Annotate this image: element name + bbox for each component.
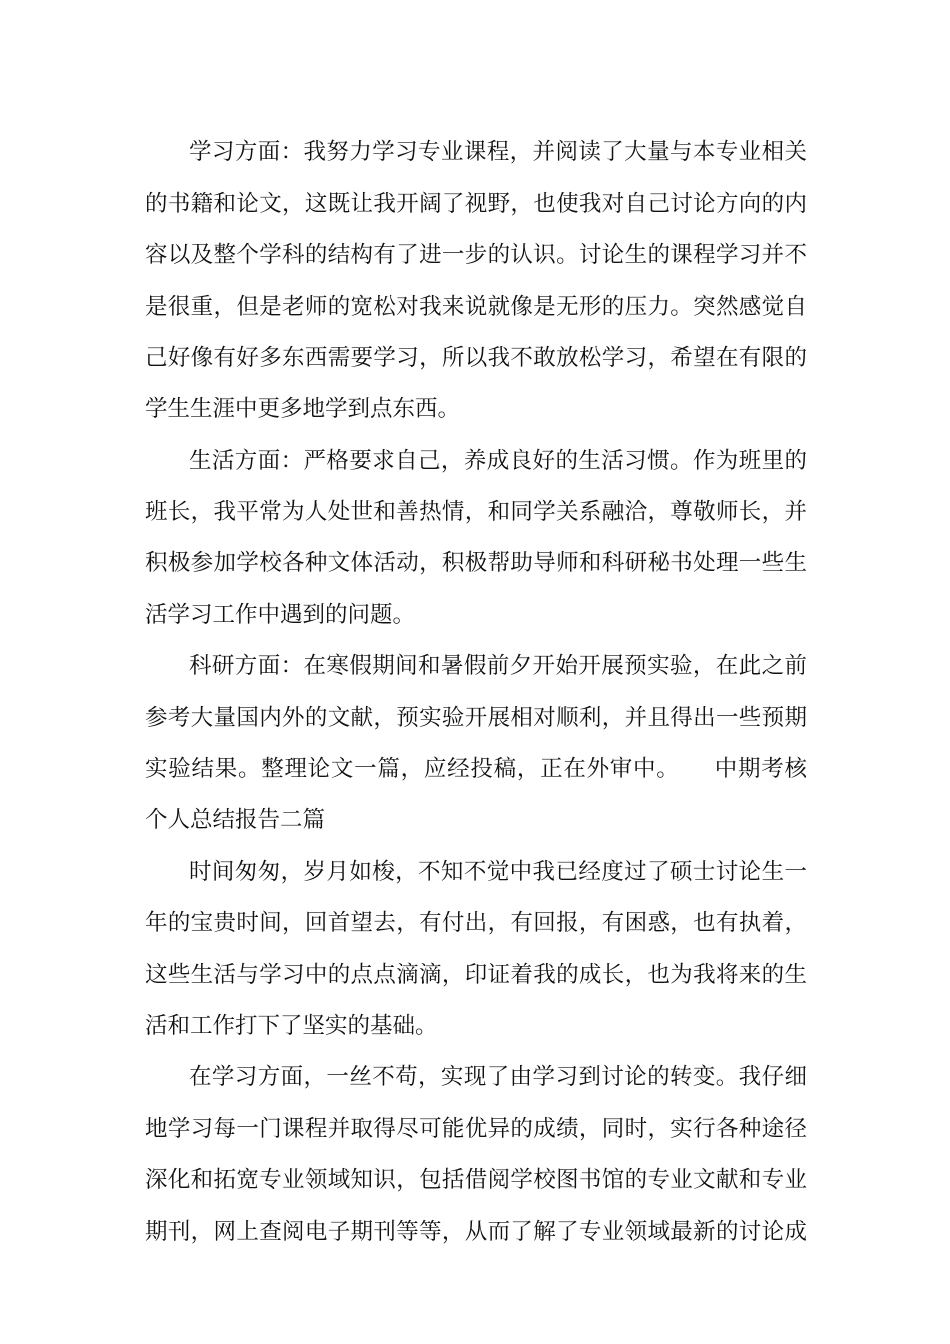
text-line: 期刊，网上查阅电子期刊等等，从而了解了专业领域最新的讨论成: [145, 1219, 807, 1245]
text-line: 时间匆匆，岁月如梭，不知不觉中我已经度过了硕士讨论生一: [189, 859, 807, 885]
text-line: 生活方面：严格要求自己，养成良好的生活习惯。作为班里的: [189, 448, 807, 474]
text-line: 参考大量国内外的文献，预实验开展相对顺利，并且得出一些预期: [145, 705, 807, 731]
text-line: 地学习每一门课程并取得尽可能优异的成绩，同时，实行各种途径: [145, 1116, 807, 1142]
text-line: 容以及整个学科的结构有了进一步的认识。讨论生的课程学习并不: [145, 242, 807, 268]
text-line: 积极参加学校各种文体活动，积极帮助导师和科研秘书处理一些生: [145, 550, 807, 576]
text-line: 学习方面：我努力学习专业课程，并阅读了大量与本专业相关: [189, 139, 807, 165]
text-line: 己好像有好多东西需要学习，所以我不敢放松学习，希望在有限的: [145, 345, 807, 371]
text-line: 在学习方面，一丝不苟，实现了由学习到讨论的转变。我仔细: [189, 1064, 807, 1090]
text-line: 活和工作打下了坚实的基础。: [145, 1013, 438, 1039]
text-line: 的书籍和论文，这既让我开阔了视野，也使我对自己讨论方向的内: [145, 191, 807, 217]
text-line: 深化和拓宽专业领域知识，包括借阅学校图书馆的专业文献和专业: [145, 1167, 807, 1193]
text-line: 个人总结报告二篇: [145, 807, 326, 833]
text-line: 班长，我平常为人处世和善热情，和同学关系融洽，尊敬师长，并: [145, 499, 807, 525]
text-line: 是很重，但是老师的宽松对我来说就像是无形的压力。突然感觉自: [145, 294, 807, 320]
text-line: 这些生活与学习中的点点滴滴，印证着我的成长，也为我将来的生: [145, 962, 807, 988]
text-line: 科研方面：在寒假期间和暑假前夕开始开展预实验，在此之前: [189, 653, 807, 679]
text-line: 活学习工作中遇到的问题。: [145, 602, 416, 628]
text-line: 学生生涯中更多地学到点东西。: [145, 396, 461, 422]
text-line: 年的宝贵时间，回首望去，有付出，有回报，有困惑，也有执着，: [145, 910, 807, 936]
text-line: 实验结果。整理论文一篇，应经投稿，正在外审中。 中期考核: [145, 756, 807, 782]
